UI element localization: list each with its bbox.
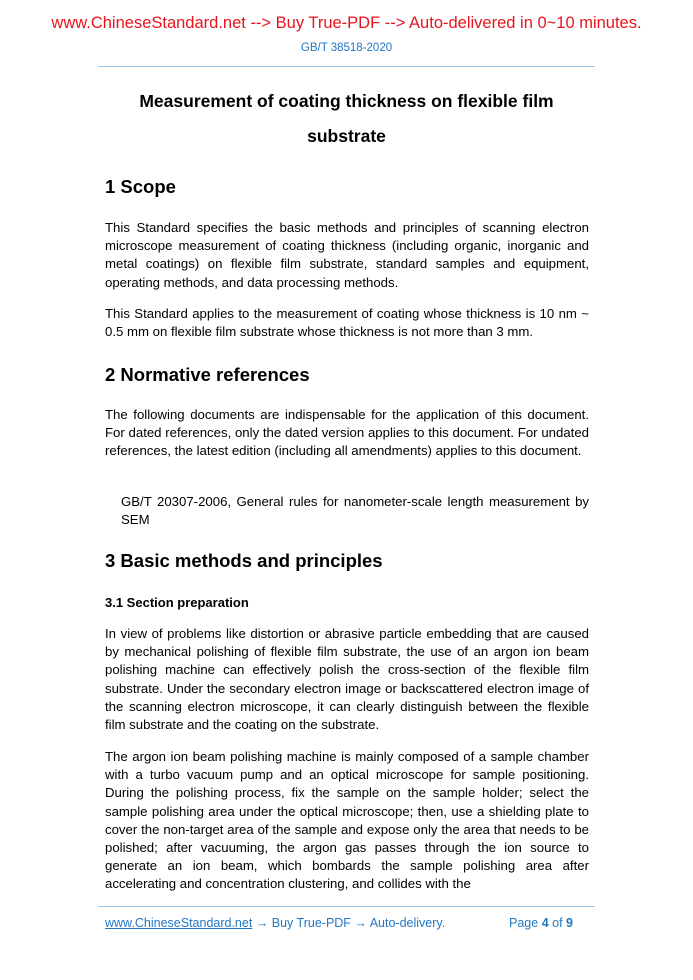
page-of-label: of xyxy=(552,916,563,930)
scope-paragraph-1: This Standard specifies the basic methods and principles of scanning electron microscope measurement of coating thickness (including organic, inorganic and metal coatings) on flexible film substrate, standard samples and equipment, operating methods, and data processing methods. xyxy=(105,220,589,290)
subsection-heading-section-preparation: 3.1 Section preparation xyxy=(105,595,249,610)
reference-item: GB/T 20307-2006, General rules for nanometer-scale length measurement by SEM xyxy=(121,494,589,528)
footer-divider xyxy=(98,906,595,907)
section-heading-normative-references: 2 Normative references xyxy=(105,364,310,385)
section-heading-basic-methods: 3 Basic methods and principles xyxy=(105,550,383,571)
footer-promo xyxy=(105,916,445,930)
page-indicator xyxy=(509,916,573,930)
document-title-line1: Measurement of coating thickness on flexible film xyxy=(139,91,554,111)
document-title-line2: substrate xyxy=(307,126,386,146)
section-preparation-paragraph-1: In view of problems like distortion or abrasive particle embedding that are caused by mechanical polishing of flexible film substrate, the use of an argon ion beam polishing machine can effectively polish the cross-section of the flexible film substrate. Under the secondary electron image or backscattered electron image of the scanning electron microscope, it can clearly distinguish between the flexible film substrate and the coating on the substrate. xyxy=(105,626,589,733)
header-divider xyxy=(98,66,595,67)
section-heading-scope: 1 Scope xyxy=(105,176,176,197)
standard-code: GB/T 38518-2020 xyxy=(300,42,393,54)
page-total: 9 xyxy=(566,916,573,930)
footer-promo-text: → Buy True-PDF → Auto-delivery. xyxy=(252,916,446,930)
page-label: Page xyxy=(509,916,539,930)
footer-site-link[interactable]: www.ChineseStandard.net xyxy=(105,916,253,930)
normative-references-paragraph: The following documents are indispensable for the application of this document. For dated references, only the dated version applies to this document. For undated references, the latest edition (including all amendments) applies to this document. xyxy=(105,407,589,459)
promo-banner: www.ChineseStandard.net --> Buy True-PDF --> Auto-delivered in 0~10 minutes. xyxy=(51,14,642,32)
page-current: 4 xyxy=(541,916,549,930)
scope-paragraph-2: This Standard applies to the measurement of coating whose thickness is 10 nm ~ 0.5 mm on flexible film substrate whose thickness is not more than 3 mm. xyxy=(105,306,589,340)
section-preparation-paragraph-2: The argon ion beam polishing machine is mainly composed of a sample chamber with a turbo vacuum pump and an optical microscope for sample positioning. During the polishing process, fix the sample on the sample holder; select the sample polishing area under the optical microscope; then, use a shielding plate to cover the non-target area of the sample and expose only the area that needs to be polished; after vacuuming, the argon gas passes through the ion source to generate an ion beam, which bombards the sample polishing area after accelerating and concentration clustering, and collides with the xyxy=(105,749,589,892)
